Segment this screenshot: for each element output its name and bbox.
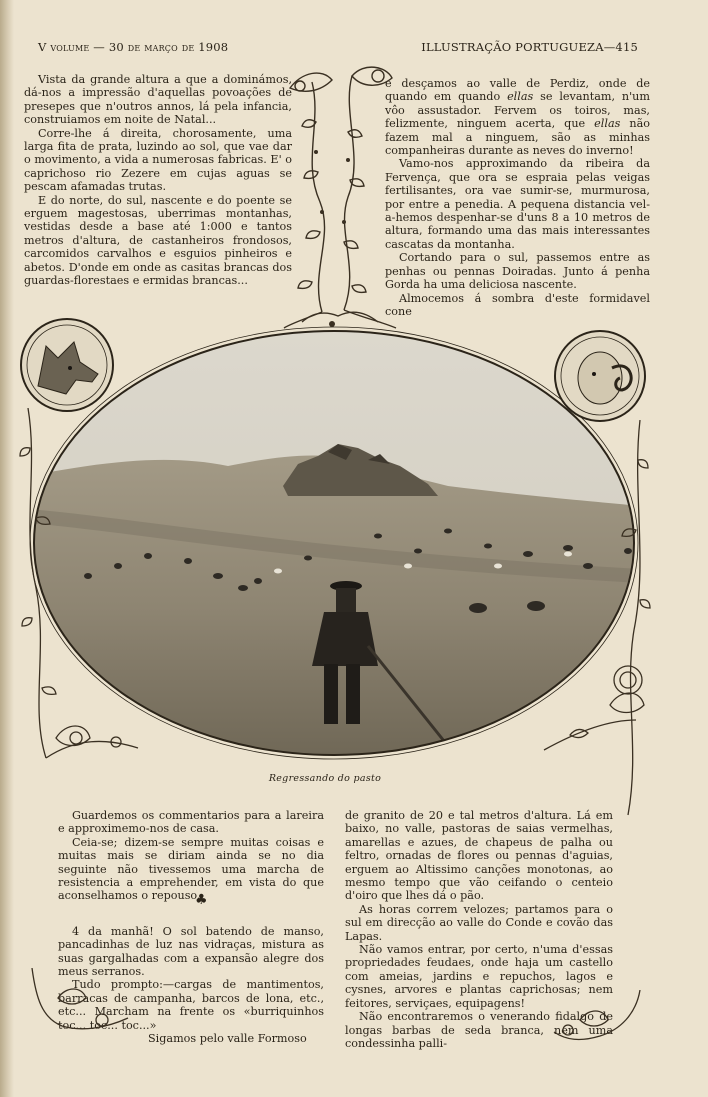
paragraph: Não vamos entrar, por certo, n'uma d'essas propriedades feudaes, onde haja um castello com ameias, jardins e repuchos, lagos e cysnes, arvores e plantas caprichosas; nem feitores, serviçaes, equipagens!	[345, 943, 613, 1010]
vine-ornament-bottom-left	[22, 968, 132, 1038]
vine-ornament-top	[282, 62, 398, 334]
top-right-column	[385, 77, 650, 318]
paragraph: Vista da grande altura a que a dominámos, dá-nos a impressão d'aquellas povoações de presepes que n'outros annos, lá pela infancia, construiamos em noite de Natal...	[24, 73, 292, 127]
vine-ornament-right	[540, 420, 660, 820]
top-left-column	[24, 73, 292, 288]
paragraph: E do norte, do sul, nascente e do poente se erguem magestosas, uberrimas montanhas, vestidas desde a base até 1:000 e tantos metros d'altura, de castanheiros frondosos, carcomidos carvalhos e esguios pinheiros e abetos. D'onde em onde as casitas brancas dos guardas-florestaes e ermidas brancas...	[24, 193, 292, 288]
header-magazine-page: ILLUSTRAÇÃO PORTUGUEZA—415	[421, 40, 638, 54]
paragraph: Corre-lhe á direita, chorosamente, uma larga fita de prata, luzindo ao sol, que vae dar o movimento, a vida a numerosas fabricas. E' o caprichoso rio Zezere em cujas aguas se pescam afamadas trutas.	[24, 126, 292, 194]
paragraph: As horas correm velozes; partamos para o sul em direcção ao valle do Conde e covão das Lapas.	[345, 902, 613, 943]
page-binding-shadow	[0, 0, 14, 1097]
paragraph: Tudo prompto:—cargas de mantimentos, barracas de campanha, barcos de lona, etc., etc... Marcham na frente os «burriquinhos toc... toc... toc...»	[58, 978, 324, 1032]
vine-ornament-bottom-right	[550, 990, 650, 1050]
paragraph: Vamo-nos approximando da ribeira da Fervença, que ora se espraia pelas veigas fertilisantes, ora vae sumir-se, murmurosa, por entre a penedia. A pequena distancia vel-a-hemos despenhar-se d'uns 8 a 10 metros de altura, formando uma das mais interessantes cascatas da montanha.	[385, 157, 650, 251]
paragraph: de granito de 20 e tal metros d'altura. Lá em baixo, no valle, pastoras de saias vermelhas, amarellas e azues, de chapeus de palha ou feltro, ornadas de flores ou pennas d'aguias, erguem ao Altissimo canções monotonas, ao mesmo tempo que vão ceifando o centeio d'oiro que lhes dá o pão.	[345, 809, 613, 903]
paragraph: Não encontraremos o venerando fidalgo de longas barbas de seda branca, nem uma condessinha palli-	[345, 1010, 613, 1050]
paragraph: Ceia-se; dizem-se sempre muitas coisas e muitas mais se diriam ainda se no dia seguinte não tivessemos uma marcha de resistencia a emprehender, em vista do que aconselhamos o repouso.	[58, 835, 324, 903]
vine-ornament-left	[16, 408, 146, 768]
paragraph: 4 da manhã! O sol batendo de manso, pancadinhas de luz nas vidraças, mistura as suas gargalhadas com a expansão alegre dos meus serranos.	[58, 924, 324, 979]
running-header	[38, 40, 638, 56]
dog-head-icon	[18, 316, 116, 418]
paragraph: Guardemos os commentarios para a lareira e approximemo-nos de casa.	[58, 809, 324, 836]
paragraph: Cortando para o sul, passemos entre as penhas ou pennas Doiradas. Junto á penha Gorda ha uma deliciosa nascente.	[385, 251, 650, 292]
spade-icon: ♣	[195, 892, 208, 908]
ram-head-icon	[552, 328, 648, 428]
paragraph: Sigamos pelo valle Formoso	[148, 1032, 307, 1046]
header-volume-date: V volume — 30 de março de 1908	[38, 40, 229, 54]
photo-caption: Regressando do pasto	[268, 773, 382, 784]
paragraph: e desçamos ao valle de Perdiz, onde de quando em quando ellas se levantam, n'um vôo assustador. Fervem os toiros, mas, felizmente, ninguem acerta, que ellas não fazem mal a ninguem, são as minhas companheiras durante as neves do inverno!	[385, 77, 650, 158]
paragraph: Almocemos á sombra d'este formidavel cone	[385, 291, 650, 318]
